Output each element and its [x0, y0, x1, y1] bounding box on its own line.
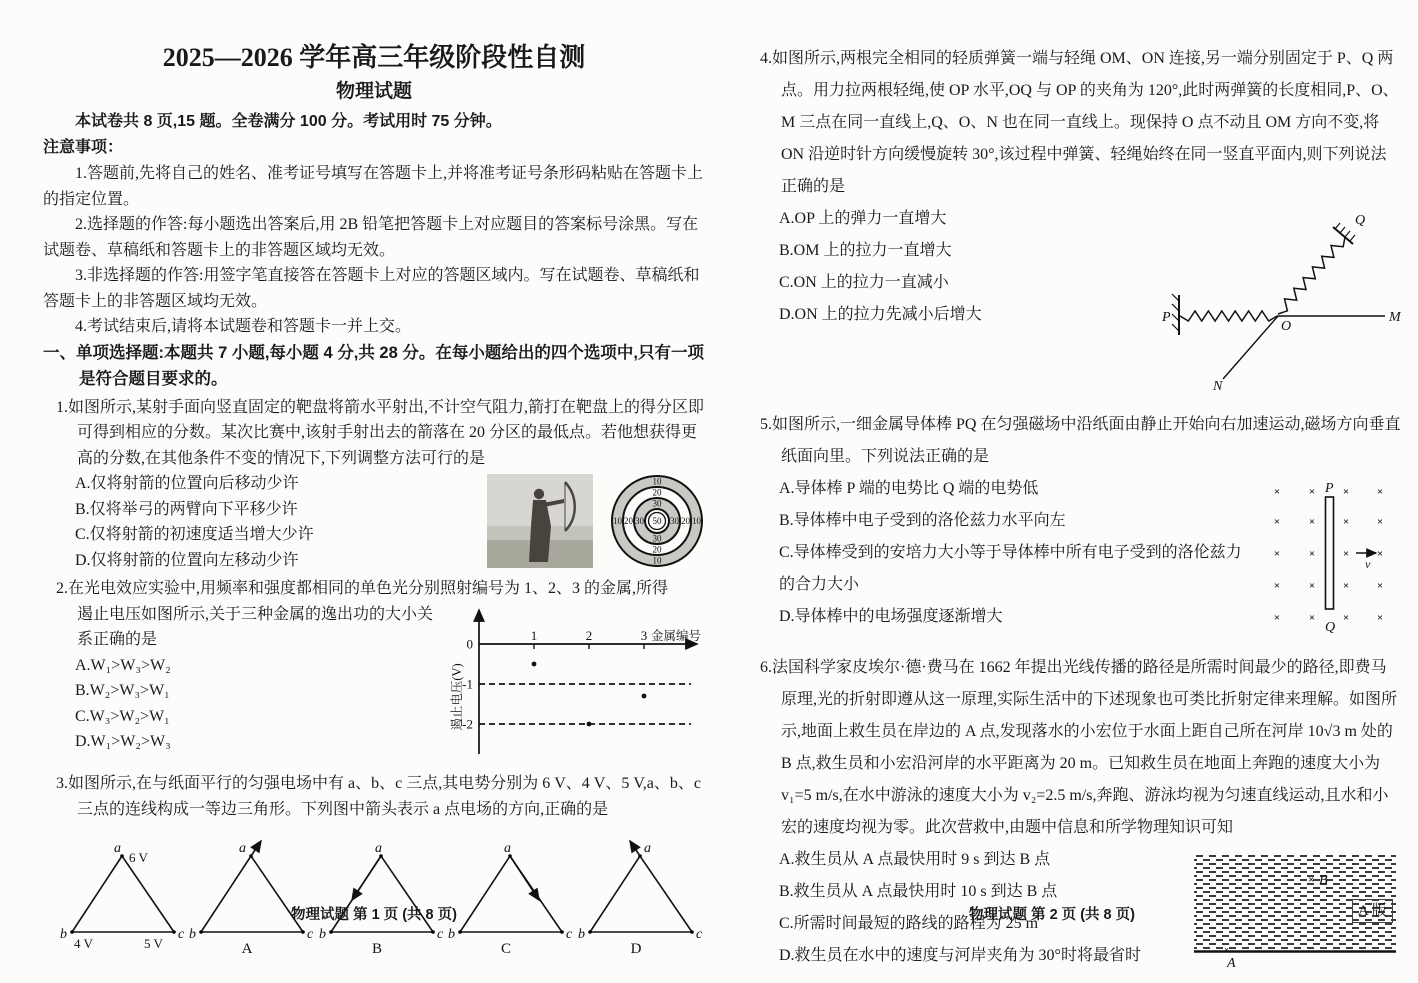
exam-info: 本试卷共 8 页,15 题。全卷满分 100 分。考试用时 75 分钟。: [75, 113, 502, 130]
question-number: 5.: [760, 416, 772, 433]
svg-text:30: 30: [635, 516, 644, 526]
svg-text:1: 1: [530, 627, 538, 643]
svg-text:20: 20: [681, 516, 690, 526]
question-5-text: 5.如图所示,一细金属导体棒 PQ 在匀强磁场中沿纸面由静止开始向右加速运动,磁场方向垂直纸面向里。下列说法正确的是: [760, 416, 1401, 465]
option-a: A.救生员从 A 点最快用时 9 s 到达 B 点: [779, 851, 1051, 868]
option-d: D.救生员在水中的速度与河岸夹角为 30°时将最省时: [779, 947, 1141, 964]
svg-text:×: ×: [1308, 548, 1316, 560]
question-number: 4.: [760, 50, 772, 67]
question-number: 6.: [760, 659, 772, 676]
svg-text:c: c: [307, 927, 314, 942]
question-3-text: 3.如图所示,在与纸面平行的匀强电场中有 a、b、c 三点,其电势分别为 6 V、4 V、5 V,a、b、c 三点的连线构成一等边三角形。下列图中箭头表示 a 点电场的方向,正确的是: [56, 775, 702, 818]
svg-text:P: P: [1325, 481, 1334, 496]
svg-text:c: c: [566, 927, 573, 942]
question-3: [56, 771, 705, 956]
section-heading: 一、单项选择题:本题共 7 小题,每小题 4 分,共 28 分。在每小题给出的四个选项中,只有一项是符合题目要求的。: [43, 343, 704, 388]
stopping-voltage-chart: [449, 602, 705, 760]
triangle-figure-b: [317, 828, 446, 956]
notice-item: 3.非选择题的作答:用签字笔直接答在答题卡上对应的答题区域内。写在试题卷、草稿纸和答题卡上的非答题区域均无效。: [43, 267, 700, 310]
option-c: C.仅将射箭的初速度适当增大少许: [75, 526, 314, 543]
option-a: A.导体棒 P 端的电势比 Q 端的电势低: [779, 480, 1039, 497]
option-b: B.W₂>W₃>W₁: [75, 682, 170, 699]
page-1-footer: 物理试题 第 1 页 (共 8 页): [291, 907, 457, 923]
svg-text:50: 50: [652, 516, 662, 526]
archer-photo: [487, 474, 593, 568]
spring-oq: [1278, 237, 1345, 314]
svg-text:D: D: [630, 941, 642, 956]
svg-text:c: c: [178, 927, 185, 942]
svg-text:Q: Q: [1325, 620, 1336, 635]
target-figure: [609, 473, 705, 569]
svg-text:-1: -1: [462, 676, 473, 691]
svg-text:×: ×: [1273, 580, 1281, 592]
svg-text:×: ×: [1342, 516, 1350, 528]
triangle-figure-d: [576, 828, 705, 956]
rope-on: [1223, 316, 1278, 379]
svg-text:M: M: [1389, 310, 1401, 325]
svg-text:×: ×: [1376, 612, 1384, 624]
notice-item: 4.考试结束后,请将本试题卷和答题卡一并上交。: [75, 318, 412, 335]
question-2-text-cont: 遏止电压如图所示,关于三种金属的逸出功的大小关系正确的是: [77, 605, 434, 648]
svg-text:0: 0: [466, 636, 473, 651]
question-2-text: 2.在光电效应实验中,用频率和强度都相同的单色光分别照射编号为 1、2、3 的金属,所得: [56, 580, 669, 597]
svg-text:b: b: [318, 927, 326, 942]
svg-text:×: ×: [1342, 580, 1350, 592]
option-b: B.导体棒中电子受到的洛伦兹力水平向左: [779, 512, 1066, 529]
svg-text:b: b: [189, 927, 197, 942]
option-c: C.W₃>W₂>W₁: [75, 707, 170, 725]
question-5: [760, 409, 1402, 649]
svg-text:×: ×: [1273, 516, 1281, 528]
edition-badge: A 版: [1352, 899, 1393, 923]
svg-text:×: ×: [1308, 486, 1316, 498]
svg-text:a: a: [643, 841, 651, 856]
svg-text:20: 20: [624, 516, 633, 526]
svg-text:3: 3: [640, 627, 648, 643]
svg-text:b: b: [577, 927, 585, 942]
field-arrow: [630, 841, 640, 856]
svg-text:4 V: 4 V: [74, 936, 93, 951]
svg-text:×: ×: [1308, 874, 1315, 886]
option-b: B.仅将举弓的两臂向下平移少许: [75, 500, 298, 518]
question-4-text: 4.如图所示,两根完全相同的轻质弹簧一端与轻绳 OM、ON 连接,另一端分别固定于 P、Q 两点。用力拉两根轻绳,使 OP 水平,OQ 与 OP 的夹角为 120°,此时两弹簧的长度相同,P、O、M 三点在同一直线上,Q、O、N 也在同一直线上。现保持 O 点不动且 OM 方向不变,将 ON 沿逆时针方向缓慢旋转 30°,该过程中弹簧、轻绳始终在同一竖直平面内,则下列说法正确的是: [760, 50, 1399, 195]
svg-text:10: 10: [613, 516, 622, 526]
svg-text:B: B: [371, 941, 382, 956]
svg-text:v: v: [1365, 557, 1371, 571]
svg-text:A: A: [1227, 956, 1236, 971]
question-number: 3.: [56, 775, 68, 792]
svg-text:×: ×: [1273, 612, 1281, 624]
svg-text:10: 10: [692, 516, 701, 526]
svg-text:×: ×: [1308, 516, 1316, 528]
svg-text:×: ×: [1342, 612, 1350, 624]
svg-text:a: a: [239, 841, 247, 856]
svg-text:B: B: [1319, 873, 1328, 888]
svg-text:20: 20: [652, 487, 662, 498]
spring-rope-figure: [1157, 209, 1402, 394]
notice-heading: 注意事项：: [43, 139, 124, 156]
triangle-figure-a: [187, 828, 316, 956]
svg-text:×: ×: [1273, 486, 1281, 498]
svg-text:b: b: [448, 927, 456, 942]
page-subtitle: 物理试题: [335, 81, 412, 102]
option-c: C.所需时间最短的路线的路程为 25 m: [779, 915, 1039, 932]
svg-text:×: ×: [1376, 580, 1384, 592]
svg-text:×: ×: [1224, 945, 1230, 955]
svg-text:C: C: [501, 941, 512, 956]
question-1: [56, 395, 705, 574]
field-arrow: [510, 856, 539, 900]
option-d: D.ON 上的拉力先减小后增大: [779, 306, 982, 323]
option-d: D.W₁>W₂>W₃: [75, 733, 171, 750]
svg-text:×: ×: [1308, 580, 1316, 592]
question-2: [56, 576, 705, 768]
svg-text:-2: -2: [462, 716, 473, 731]
svg-text:30: 30: [670, 516, 679, 526]
svg-text:c: c: [436, 927, 444, 942]
page-2: [747, 40, 1402, 983]
svg-text:×: ×: [1342, 548, 1350, 560]
conductor-bar: [1326, 497, 1334, 609]
svg-text:×: ×: [1342, 486, 1350, 498]
svg-text:×: ×: [1376, 548, 1384, 560]
svg-text:30: 30: [652, 498, 662, 509]
svg-text:a: a: [114, 841, 121, 856]
field-arrow: [251, 841, 261, 856]
svg-text:N: N: [1213, 379, 1223, 394]
svg-text:a: a: [504, 841, 512, 856]
svg-text:×: ×: [1273, 548, 1281, 560]
question-1-figures: [487, 473, 705, 569]
svg-text:2: 2: [585, 627, 593, 643]
question-number: 1.: [56, 398, 68, 416]
page-1: [43, 40, 705, 956]
triangle-figure-given: [58, 828, 187, 956]
magnetic-field-figure: [1262, 477, 1402, 637]
svg-text:金属编号: 金属编号: [651, 628, 702, 643]
wall-hatching: [1172, 294, 1179, 331]
svg-text:10: 10: [652, 555, 662, 566]
option-a: A.仅将射箭的位置向后移动少许: [75, 475, 299, 492]
option-b: B.救生员从 A 点最快用时 10 s 到达 B 点: [779, 883, 1058, 900]
svg-text:×: ×: [1376, 486, 1384, 498]
notice-item: 1.答题前,先将自己的姓名、准考证号填写在答题卡上,并将准考证号条形码粘贴在答题卡上的指定位置。: [43, 165, 704, 208]
question-3-figures: [58, 828, 705, 956]
svg-text:Q: Q: [1355, 213, 1366, 228]
svg-text:30: 30: [652, 533, 662, 544]
option-c: C.ON 上的拉力一直减小: [779, 274, 949, 291]
svg-text:×: ×: [1308, 612, 1316, 624]
option-a: A.W₁>W₃>W₂: [75, 656, 171, 674]
option-c: C.导体棒受到的安培力大小等于导体棒中所有电子受到的洛伦兹力的合力大小: [779, 544, 1242, 593]
svg-text:b: b: [60, 927, 67, 942]
triangle-figure-c: [446, 828, 575, 956]
svg-text:A: A: [241, 941, 253, 956]
question-1-text: 1.如图所示,某射手面向竖直固定的靶盘将箭水平射出,不计空气阻力,箭打在靶盘上的得分区即可得到相应的分数。某次比赛中,该射手射出去的箭落在 20 分区的最低点。若他想获得更高的分数,在其他条件不变的情况下,下列调整方法可行的是: [56, 398, 705, 467]
question-6: [760, 652, 1402, 983]
page-2-footer: 物理试题 第 2 页 (共 8 页): [969, 907, 1135, 923]
option-b: B.OM 上的拉力一直增大: [779, 242, 952, 259]
option-d: D.导体棒中的电场强度逐渐增大: [779, 608, 1003, 625]
svg-text:5 V: 5 V: [144, 936, 163, 951]
svg-text:×: ×: [1376, 516, 1384, 528]
svg-text:10: 10: [652, 476, 662, 487]
spring-op: [1180, 311, 1277, 321]
svg-text:20: 20: [652, 544, 662, 555]
svg-text:a: a: [374, 841, 382, 856]
question-4: [760, 43, 1402, 406]
question-6-text: 6.法国科学家皮埃尔·德·费马在 1662 年提出光线传播的路径是所需时间最少的路径,即费马原理,光的折射即遵从这一原理,实际生活中的下述现象也可类比折射定律来理解。如图所示,地面上救生员在岸边的 A 点,发现落水的小宏位于水面上距自己所在河岸 10√3 m 处的 B 点,救生员和小宏沿河岸的水平距离为 20 m。已知救生员在地面上奔跑的速度大小为 v₁=5 m/s,在水中游泳的速度大小为 v₂=2.5 m/s,奔跑、游泳均视为匀速直线运动,且水和小宏的速度均视为零。此次营救中,由题中信息和所学物理知识可知: [760, 659, 1398, 836]
svg-text:c: c: [695, 927, 702, 942]
svg-text:O: O: [1281, 319, 1292, 334]
svg-text:P: P: [1162, 310, 1171, 325]
svg-text:遏止电压(V): 遏止电压(V): [450, 662, 464, 731]
page-title: 2025—2026 学年高三年级阶段性自测: [162, 43, 586, 72]
field-arrow: [352, 856, 381, 900]
option-a: A.OP 上的弹力一直增大: [779, 210, 947, 227]
question-number: 2.: [56, 580, 68, 597]
notice-item: 2.选择题的作答:每小题选出答案后,用 2B 铅笔把答题卡上对应题目的答案标号涂黑。写在试题卷、草稿纸和答题卡上的非答题区域均无效。: [43, 216, 699, 259]
svg-text:6 V: 6 V: [129, 850, 148, 865]
option-d: D.仅将射箭的位置向左移动少许: [75, 551, 299, 569]
